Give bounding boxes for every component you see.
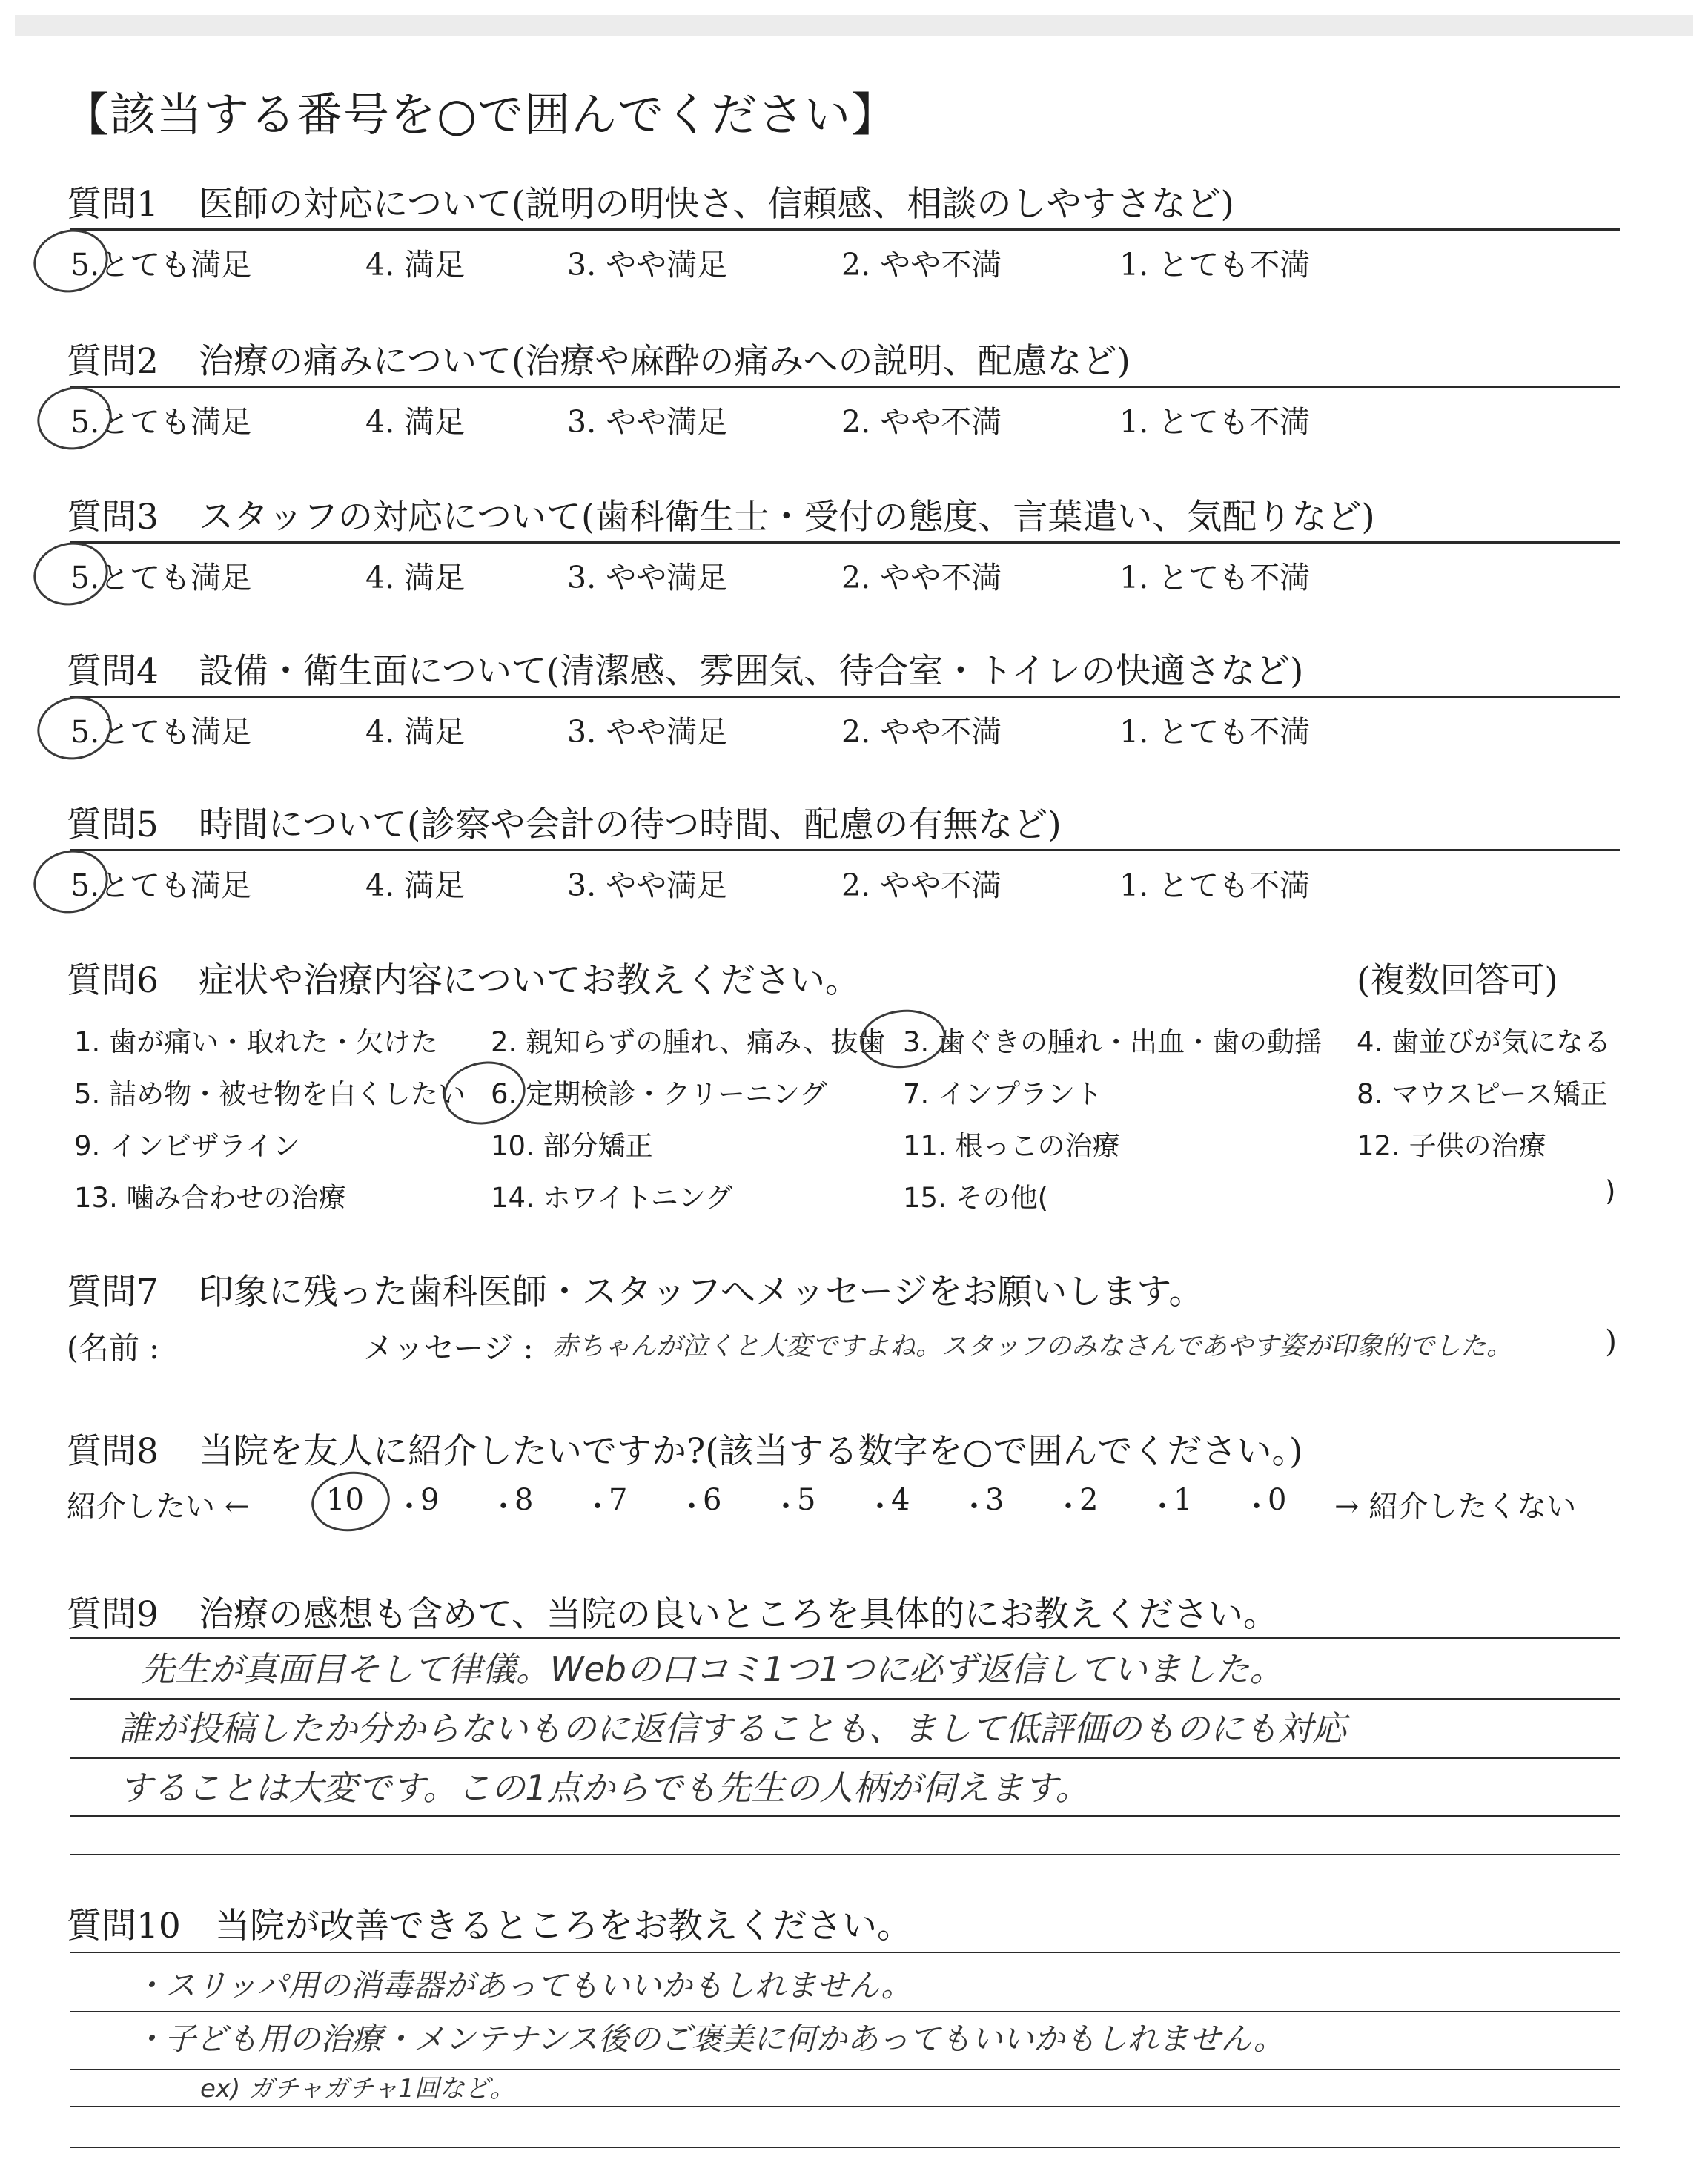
message-answer: 赤ちゃんが泣くと大変ですよね。スタッフのみなさんであやす姿が印象的でした。 — [552, 1332, 1513, 1361]
rating-option[interactable]: 4. 満足 — [365, 868, 466, 903]
answer-circle — [31, 380, 117, 456]
scale-number[interactable]: 5 — [797, 1483, 816, 1517]
scale-separator: ・ — [489, 1490, 518, 1524]
scan-top-edge — [15, 15, 1693, 36]
treatment-option[interactable]: 1. 歯が痛い・取れた・欠けた — [74, 1026, 439, 1058]
scale-number[interactable]: 1 — [1174, 1483, 1193, 1517]
answer-circle — [31, 690, 117, 766]
scale-separator: ・ — [583, 1490, 612, 1524]
scale-number[interactable]: 6 — [703, 1483, 722, 1517]
question-text: 医師の対応について(説明の明快さ、信頼感、相談のしやすさなど) — [199, 184, 1234, 225]
rating-option[interactable]: 3. やや満足 — [567, 247, 728, 283]
scale-separator: ・ — [394, 1490, 424, 1524]
question-rule — [70, 849, 1620, 851]
scale-number[interactable]: 4 — [891, 1483, 910, 1517]
multiple-answers-note: (複数回答可) — [1357, 960, 1558, 1001]
question-text: 設備・衛生面について(清潔感、雰囲気、待合室・トイレの快適さなど) — [199, 651, 1304, 692]
treatment-option[interactable]: 4. 歯並びが気になる — [1357, 1026, 1612, 1058]
rating-option[interactable]: 5.とても満足 — [70, 714, 252, 750]
scale-separator: ・ — [1242, 1490, 1271, 1524]
handwritten-answer-line: 先生が真面目そして律儀。Webの口コミ1つ1つに必ず返信していました。 — [141, 1649, 1284, 1689]
question-label: 質問6 — [67, 960, 159, 1001]
rating-option[interactable]: 2. やや不満 — [841, 714, 1002, 750]
scale-number[interactable]: 9 — [420, 1483, 440, 1517]
question-text: スタッフの対応について(歯科衛生士・受付の態度、言葉遣い、気配りなど) — [199, 497, 1375, 538]
answer-rule — [70, 1698, 1620, 1700]
answer-rule — [70, 1854, 1620, 1855]
rating-option[interactable]: 3. やや満足 — [567, 404, 728, 440]
not-recommend-label: → 紹介したくない — [1334, 1490, 1577, 1524]
treatment-option[interactable]: 15. その他( — [903, 1182, 1049, 1214]
handwritten-answer-line: ・スリッパ用の消毒器があってもいいかもしれません。 — [133, 1967, 913, 2004]
question-text: 当院を友人に紹介したいですか?(該当する数字を○で囲んでください。) — [199, 1431, 1303, 1472]
question-rule — [70, 228, 1620, 231]
rating-option[interactable]: 1. とても不満 — [1119, 247, 1311, 283]
handwritten-answer-line: ex) ガチャガチャ1回など。 — [200, 2074, 515, 2104]
question-label: 質問3 — [67, 497, 159, 538]
rating-option[interactable]: 2. やや不満 — [841, 247, 1002, 283]
answer-circle — [439, 1055, 531, 1131]
rating-option[interactable]: 2. やや不満 — [841, 868, 1002, 903]
question-label: 質問5 — [67, 805, 159, 845]
rating-option[interactable]: 5.とても満足 — [70, 404, 252, 440]
answer-rule — [70, 1952, 1620, 1953]
rating-option[interactable]: 4. 満足 — [365, 714, 466, 750]
treatment-option[interactable]: 14. ホワイトニング — [491, 1182, 733, 1214]
scale-number[interactable]: 3 — [985, 1483, 1004, 1517]
question-label: 質問2 — [67, 341, 159, 382]
answer-circle — [308, 1467, 394, 1536]
treatment-option[interactable]: 11. 根っこの治療 — [903, 1130, 1120, 1162]
question-label: 質問4 — [67, 651, 159, 692]
rating-option[interactable]: 5.とても満足 — [70, 560, 252, 595]
recommend-label: 紹介したい ← — [67, 1490, 250, 1524]
question-rule — [70, 541, 1620, 544]
handwritten-answer-line: ・子ども用の治療・メンテナンス後のご褒美に何かあってもいいかもしれません。 — [133, 2021, 1285, 2057]
rating-option[interactable]: 4. 満足 — [365, 247, 466, 283]
rating-option[interactable]: 2. やや不満 — [841, 560, 1002, 595]
question-text: 時間について(診察や会計の待つ時間、配慮の有無など) — [199, 805, 1062, 845]
message-label: メッセージ : — [363, 1330, 534, 1366]
answer-rule — [70, 1757, 1620, 1759]
treatment-option[interactable]: 8. マウスピース矯正 — [1357, 1078, 1608, 1110]
treatment-option[interactable]: 10. 部分矯正 — [491, 1130, 653, 1162]
scale-separator: ・ — [771, 1490, 801, 1524]
rating-option[interactable]: 2. やや不満 — [841, 404, 1002, 440]
question-rule — [70, 696, 1620, 698]
question-text: 印象に残った歯科医師・スタッフへメッセージをお願いします。 — [199, 1272, 1204, 1312]
scale-separator: ・ — [1148, 1490, 1177, 1524]
treatment-option[interactable]: 2. 親知らずの腫れ、痛み、抜歯 — [491, 1026, 886, 1058]
rating-option[interactable]: 4. 満足 — [365, 404, 466, 440]
answer-rule — [70, 2011, 1620, 2012]
answer-circle — [27, 843, 113, 919]
handwritten-answer-line: 誰が投稿したか分からないものに返信することも、まして低評価のものにも対応 — [119, 1708, 1346, 1748]
rating-option[interactable]: 5.とても満足 — [70, 868, 252, 903]
scale-separator: ・ — [959, 1490, 989, 1524]
scale-number[interactable]: 10 — [326, 1483, 364, 1517]
treatment-option[interactable]: 6. 定期検診・クリーニング — [491, 1078, 827, 1110]
question-label: 質問7 — [67, 1272, 159, 1312]
treatment-option[interactable]: 3. 歯ぐきの腫れ・出血・歯の動揺 — [903, 1026, 1323, 1058]
handwritten-answer-line: することは大変です。この1点からでも先生の人柄が伺えます。 — [119, 1768, 1090, 1808]
question-label: 質問8 — [67, 1431, 159, 1472]
question-label: 質問9 — [67, 1594, 159, 1635]
rating-option[interactable]: 4. 満足 — [365, 560, 466, 595]
answer-rule — [70, 2147, 1620, 2148]
rating-option[interactable]: 1. とても不満 — [1119, 560, 1311, 595]
page-title: 【該当する番号を○で囲んでください】 — [63, 87, 898, 142]
scale-number[interactable]: 2 — [1079, 1483, 1099, 1517]
question-text: 治療の痛みについて(治療や麻酔の痛みへの説明、配慮など) — [199, 341, 1131, 382]
treatment-option[interactable]: 9. インビザライン — [74, 1130, 300, 1162]
treatment-option[interactable]: 13. 噛み合わせの治療 — [74, 1182, 346, 1214]
scale-number[interactable]: 0 — [1268, 1483, 1287, 1517]
answer-rule — [70, 2106, 1620, 2107]
scale-separator: ・ — [865, 1490, 895, 1524]
other-close-paren: ) — [1605, 1175, 1616, 1207]
scale-number[interactable]: 8 — [514, 1483, 534, 1517]
scale-number[interactable]: 7 — [609, 1483, 628, 1517]
question-text: 当院が改善できるところをお教えください。 — [215, 1906, 912, 1946]
scale-separator: ・ — [677, 1490, 706, 1524]
question-label: 質問10 — [67, 1906, 181, 1946]
treatment-option[interactable]: 5. 詰め物・被せ物を白くしたい — [74, 1078, 466, 1110]
name-label: (名前 : — [67, 1330, 159, 1366]
rating-option[interactable]: 3. やや満足 — [567, 868, 728, 903]
treatment-option[interactable]: 7. インプラント — [903, 1078, 1103, 1110]
scale-separator: ・ — [1053, 1490, 1083, 1524]
answer-circle — [857, 1005, 949, 1072]
answer-circle — [27, 535, 113, 612]
answer-circle — [27, 222, 113, 299]
rating-option[interactable]: 3. やや満足 — [567, 714, 728, 750]
rating-option[interactable]: 3. やや満足 — [567, 560, 728, 595]
rating-option[interactable]: 1. とても不満 — [1119, 868, 1311, 903]
rating-option[interactable]: 5.とても満足 — [70, 247, 252, 283]
answer-rule — [70, 1815, 1620, 1817]
rating-option[interactable]: 1. とても不満 — [1119, 714, 1311, 750]
question-text: 症状や治療内容についてお教えください。 — [199, 960, 861, 1001]
answer-rule — [70, 1637, 1620, 1639]
question-label: 質問1 — [67, 184, 159, 225]
question-rule — [70, 386, 1620, 388]
question-text: 治療の感想も含めて、当院の良いところを具体的にお教えください。 — [199, 1594, 1279, 1635]
treatment-option[interactable]: 12. 子供の治療 — [1357, 1130, 1546, 1162]
rating-option[interactable]: 1. とても不満 — [1119, 404, 1311, 440]
message-close-paren: ) — [1605, 1324, 1617, 1359]
